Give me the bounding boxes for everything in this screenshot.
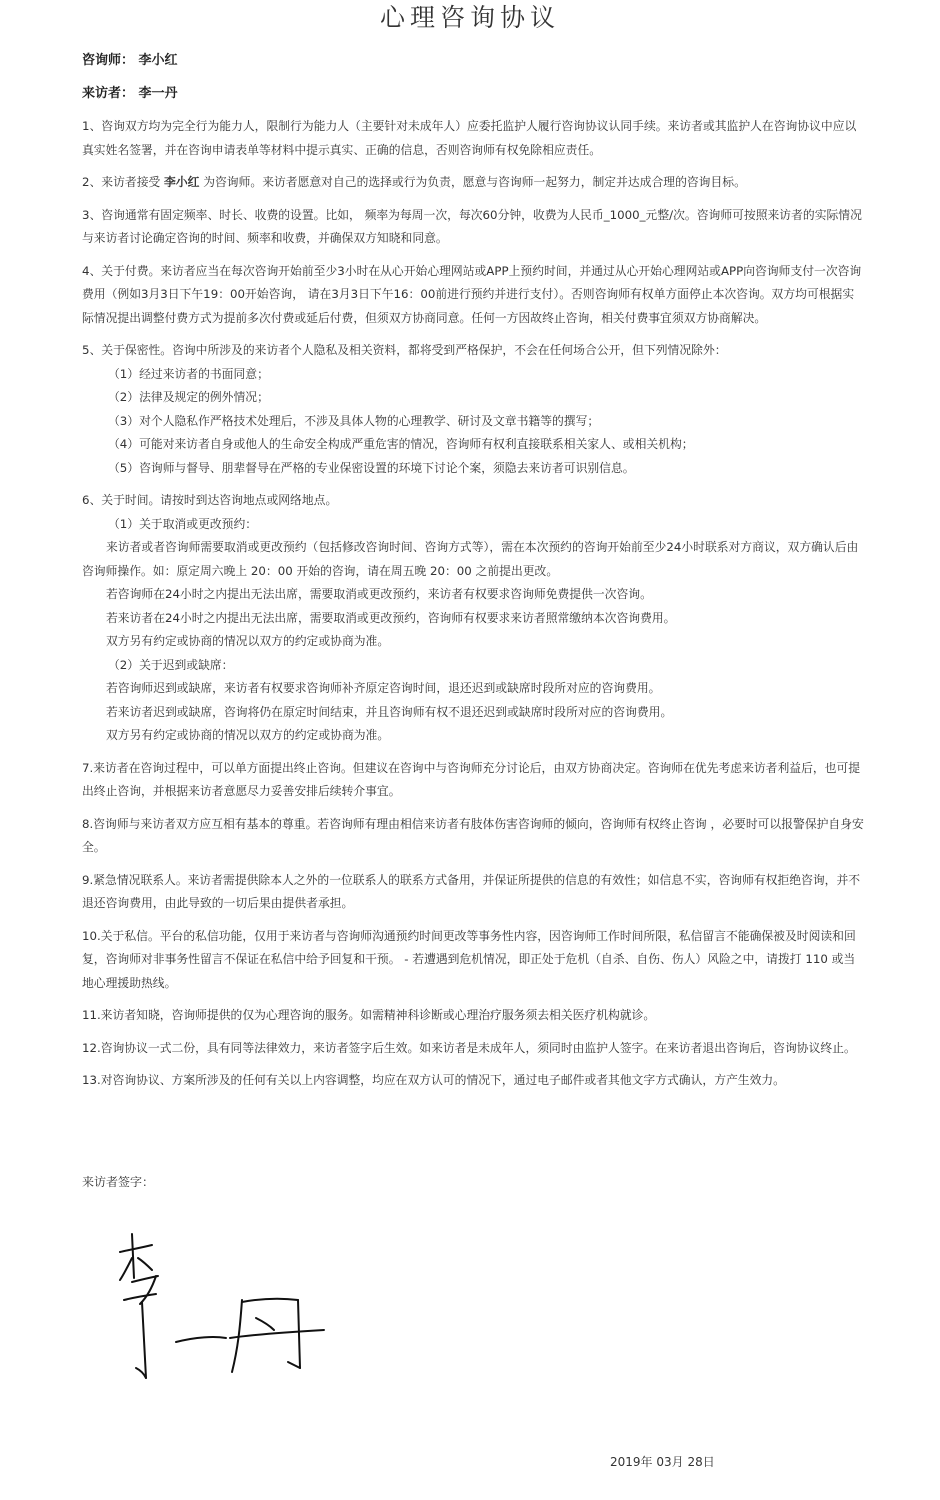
agreement-body [82, 115, 864, 1102]
clause-7 [82, 757, 864, 804]
sub-item: （1）经过来访者的书面同意； [108, 366, 269, 381]
counselor-line [82, 51, 178, 71]
clause-text: 7.来访者在咨询过程中，可以单方面提出终止咨询。但建议在咨询中与咨询师充分讨论后，由双方协商决定。咨询师在优先考虑来访者利益后，也可提出终止咨询，并根据来访者意愿尽力妥善安排后续转介事宜。 [82, 760, 861, 798]
clause-text: 5、关于保密性。咨询中所涉及的来访者个人隐私及相关资料，都将受到严格保护，不会在任何场合公开，但下列情况除外： [82, 343, 727, 357]
clause-10 [82, 925, 864, 996]
clause-2-prefix: 2、来访者接受 [82, 175, 165, 189]
clause-12 [82, 1037, 864, 1061]
page-title: 心理咨询协议 [379, 3, 560, 32]
clause-text: 6、关于时间。请按时到达咨询地点或网络地点。 [82, 493, 338, 507]
sub-paragraph: 若咨询师迟到或缺席，来访者有权要求咨询师补齐原定咨询时间，退还迟到或缺席时段所对应的咨询费用。 [106, 681, 661, 695]
signing-date: 2019年 03月 28日 [610, 1455, 715, 1469]
clause-6 [82, 489, 864, 748]
sub-paragraph: 若来访者在24小时之内提出无法出席，需要取消或更改预约，咨询师有权要求来访者照常缴纳本次咨询费用。 [106, 610, 676, 625]
visitor-name: 李一丹 [138, 86, 178, 101]
clause-text [82, 171, 864, 195]
clause-text: 1、咨询双方均为完全行为能力人，限制行为能力人（主要针对未成年人）应委托监护人履行咨询协议认同手续。来访者或其监护人在咨询协议中应以真实姓名签署，并在咨询申请表单等材料中提示真实、正确的信息，否则咨询师有权免除相应责任。 [82, 119, 857, 157]
clause-3 [82, 204, 864, 251]
clause-text: 11.来访者知晓，咨询师提供的仅为心理咨询的服务。如需精神科诊断或心理治疗服务须去相关医疗机构就诊。 [82, 1008, 656, 1022]
sub-item: （5）咨询师与督导、朋辈督导在严格的专业保密设置的环境下讨论个案，须隐去来访者可识别信息。 [108, 460, 635, 475]
sub-item: （2）法律及规定的例外情况； [108, 390, 269, 404]
clause-text: 4、关于付费。来访者应当在每次咨询开始前至少3小时在从心开始心理网站或APP上预约时间，并通过从心开始心理网站或APP向咨询师支付一次咨询费用（例如3月3日下午19：00开始咨询， 请在3月3日下午16：00前进行预约并进行支付）。否则咨询师有权单方面停止本次咨询。双方均可根据实际情况提出调整付费方式为提前多次付费或延后付费，但须双方协商同意。任何一方因故终止咨询，相关付费事宜须双方协商解决。 [82, 263, 862, 325]
signature-label: 来访者签字： [82, 1175, 155, 1189]
handwritten-signature [118, 1218, 338, 1388]
clause-9 [82, 869, 864, 916]
sub-paragraph: 若咨询师在24小时之内提出无法出席，需要取消或更改预约，来访者有权要求咨询师免费提供一次咨询。 [106, 587, 652, 601]
clause-text: 13.对咨询协议、方案所涉及的任何有关以上内容调整，均应在双方认可的情况下，通过电子邮件或者其他文字方式确认，方产生效力。 [82, 1073, 785, 1087]
sub-item: （3）对个人隐私作严格技术处理后，不涉及具体人物的心理教学、研讨及文章书籍等的撰写； [108, 413, 600, 428]
clause-11 [82, 1004, 864, 1028]
clause-2-counselor-name: 李小红 [164, 175, 200, 189]
clause-13 [82, 1069, 864, 1093]
clause-text: 8.咨询师与来访者双方应互相有基本的尊重。若咨询师有理由相信来访者有肢体伤害咨询师的倾向，咨询师有权终止咨询 ，必要时可以报警保护自身安全。 [82, 816, 864, 854]
clause-5 [82, 339, 864, 480]
clause-text: 3、咨询通常有固定频率、时长、收费的设置。比如， 频率为每周一次，每次60分钟，收费为人民币_1000_元整/次。咨询师可按照来访者的实际情况与来访者讨论确定咨询的时间、频率和收费，并确保双方知晓和同意。 [82, 207, 862, 245]
sub-item: （4）可能对来访者自身或他人的生命安全构成严重危害的情况，咨询师有权利直接联系相关家人、或相关机构； [108, 437, 694, 451]
clause-text: 9.紧急情况联系人。来访者需提供除本人之外的一位联系人的联系方式备用，并保证所提供的信息的有效性；如信息不实，咨询师有权拒绝咨询，并不退还咨询费用，由此导致的一切后果由提供者承担。 [82, 872, 861, 910]
clause-8 [82, 813, 864, 860]
sub-paragraph: 若来访者迟到或缺席，咨询将仍在原定时间结束，并且咨询师有权不退还迟到或缺席时段所对应的咨询费用。 [106, 704, 673, 719]
sub-heading: （2）关于迟到或缺席： [108, 657, 234, 672]
clause-2-suffix: 为咨询师。来访者愿意对自己的选择或行为负责，愿意与咨询师一起努力，制定并达成合理的咨询目标。 [199, 175, 746, 189]
sub-paragraph: 来访者或者咨询师需要取消或更改预约（包括修改咨询时间、咨询方式等），需在本次预约的咨询开始前至少24小时联系对方商议，双方确认后由咨询师操作。如：原定周六晚上 20：00 开始的咨询，请在周五晚 20：00 之前提出更改。 [82, 540, 859, 578]
visitor-label: 来访者： [82, 86, 135, 101]
sub-paragraph: 双方另有约定或协商的情况以双方的约定或协商为准。 [106, 728, 390, 742]
visitor-line [82, 84, 178, 104]
counselor-label: 咨询师： [82, 53, 135, 68]
clause-text: 10.关于私信。平台的私信功能，仅用于来访者与咨询师沟通预约时间更改等事务性内容，因咨询师工作时间所限，私信留言不能确保被及时阅读和回复，咨询师对非事务性留言不保证在私信中给予回复和干预。 - 若遭遇到危机情况，即正处于危机（自杀、自伤、伤人）风险之中，请拨打 110 或当地心理援助热线。 [82, 928, 856, 990]
clause-text: 12.咨询协议一式二份，具有同等法律效力，来访者签字后生效。如来访者是未成年人，须同时由监护人签字。在来访者退出咨询后，咨询协议终止。 [82, 1040, 856, 1055]
counselor-name: 李小红 [138, 53, 178, 68]
sub-heading: （1）关于取消或更改预约： [108, 516, 258, 531]
sub-paragraph: 双方另有约定或协商的情况以双方的约定或协商为准。 [106, 634, 390, 648]
clause-1 [82, 115, 864, 162]
clause-4 [82, 260, 864, 331]
clause-2 [82, 171, 864, 195]
